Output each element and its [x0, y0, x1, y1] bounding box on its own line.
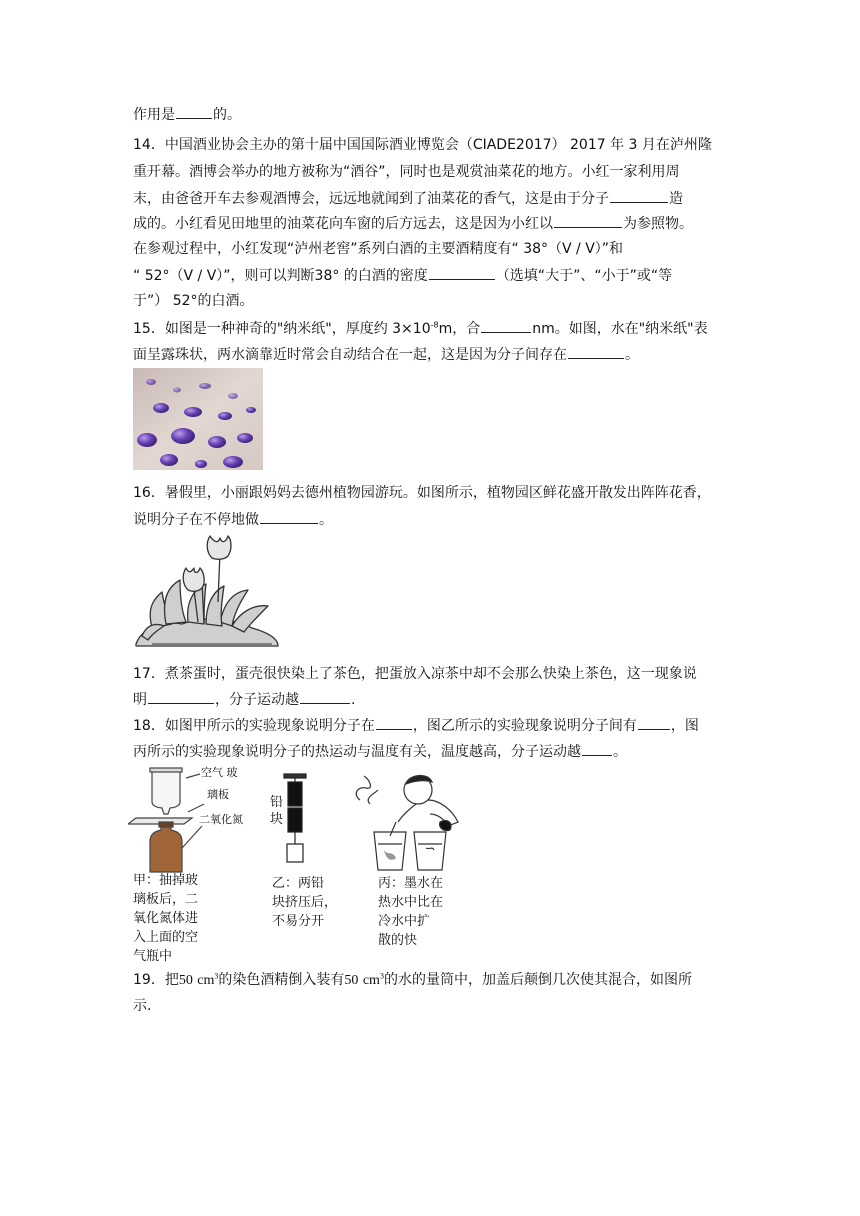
q18-text: ，图	[670, 718, 699, 734]
q14-text: 成的。小红看见田地里的油菜花向车窗的后方远去，这是因为小红以	[133, 216, 553, 232]
caption-yi	[272, 874, 352, 931]
answer-blank[interactable]	[260, 509, 318, 524]
answer-blank[interactable]	[610, 188, 668, 203]
caption-line: 气瓶中	[133, 949, 173, 964]
caption-line: 热水中比在	[378, 895, 444, 910]
flower-illustration	[132, 532, 282, 652]
exponent: -8	[430, 320, 439, 330]
q14-text: 为参照物。	[623, 216, 693, 232]
q17-text: 明	[133, 692, 147, 708]
q14-text: 造	[669, 191, 683, 207]
exponent: 3	[214, 971, 219, 981]
q16-line-2	[133, 509, 733, 530]
q19-text: 19．把	[133, 972, 179, 988]
q19-unit: cm	[362, 973, 380, 988]
q15-text: 15．如图是一种神奇的"纳米纸"，厚度约 3×10	[133, 321, 431, 337]
caption-bing	[378, 874, 468, 950]
caption-line: 不易分开	[272, 914, 325, 929]
caption-line: 璃板后，二	[133, 892, 199, 907]
q14-line-1: 14．中国酒业协会主办的第十届中国国际酒业博览会（CIADE2017） 2017 年 3 月在泸州隆	[133, 137, 712, 153]
q17-text: .	[351, 692, 356, 708]
label-air-glass: 空气 玻	[201, 766, 238, 779]
q18-text: 丙所示的实验现象说明分子的热运动与温度有关，温度越高，分子运动越	[133, 744, 581, 760]
answer-blank[interactable]	[481, 318, 531, 333]
q15-text: 面呈露珠状，两水滴靠近时常会自动结合在一起，这是因为分子间存在	[133, 347, 567, 363]
label-line: 铅	[270, 795, 284, 810]
label-line: 块	[270, 812, 284, 827]
q13-tail-end: 的。	[213, 107, 241, 123]
answer-blank[interactable]	[300, 689, 350, 704]
q15-text: m，合	[438, 321, 481, 337]
answer-blank[interactable]	[429, 265, 495, 280]
q13-tail-text: 作用是	[133, 107, 175, 123]
answer-blank[interactable]	[568, 344, 624, 359]
caption-jia	[133, 871, 223, 966]
q19-line-1	[133, 970, 733, 991]
answer-blank[interactable]	[638, 715, 670, 730]
q17-line-1: 17．煮茶蛋时，蛋壳很快染上了茶色，把蛋放入凉茶中却不会那么快染上茶色，这一现象说	[133, 666, 697, 682]
answer-blank[interactable]	[554, 213, 622, 228]
answer-blank[interactable]	[176, 104, 212, 119]
q18-line-2	[133, 741, 733, 762]
q13-tail-line	[133, 104, 733, 125]
q19-unit: cm	[197, 973, 215, 988]
q19-text: 的染色酒精倒入装有	[218, 972, 345, 988]
q19-volume-1: 50	[178, 973, 193, 988]
q14-line-6	[133, 265, 733, 286]
nano-paper-photo	[133, 368, 263, 470]
exponent: 3	[379, 971, 384, 981]
caption-line: 甲：抽掉玻	[133, 873, 199, 888]
tulip-bush-image	[132, 532, 282, 652]
ink-diffusion-icon	[344, 770, 474, 872]
answer-blank[interactable]	[582, 741, 612, 756]
q18-text: 18．如图甲所示的实验现象说明分子在	[133, 718, 375, 734]
label-glass-plate: 璃板	[207, 788, 229, 801]
q14-line-5: 在参观过程中，小红发现“泸州老窖”系列白酒的主要酒精度有“ 38°（V / V）”和	[133, 241, 624, 257]
q18-text: ，图乙所示的实验现象说明分子间有	[412, 718, 637, 734]
q14-text: （选填“大于”、“小于”或“等	[495, 268, 673, 284]
caption-line: 块挤压后，	[272, 895, 338, 910]
q14-line-3	[133, 188, 733, 209]
answer-blank[interactable]	[148, 689, 214, 704]
answer-blank[interactable]	[376, 715, 412, 730]
q14-text: “ 52°（V / V）”，则可以判断38° 的白酒的密度	[133, 268, 428, 284]
q16-line-1: 16．暑假里，小丽跟妈妈去德州植物园游玩。如图所示，植物园区鲜花盛开散发出阵阵花香，	[133, 485, 711, 501]
caption-line: 氧化氮体进	[133, 911, 199, 926]
q19-text: 的水的量筒中，加盖后颠倒几次使其混合，如图所	[383, 972, 692, 988]
caption-line: 入上面的空	[133, 930, 199, 945]
caption-line: 丙：墨水在	[378, 876, 444, 891]
q15-text: nm。如图，水在"纳米纸"表	[532, 321, 708, 337]
q15-text: 。	[625, 347, 639, 363]
label-no2: 二氧化氮	[199, 813, 243, 826]
q15-line-1	[133, 318, 733, 339]
caption-line: 冷水中扩	[378, 914, 431, 929]
q18-text: 。	[613, 744, 627, 760]
q14-line-7: 于”） 52°的白酒。	[133, 293, 254, 309]
q14-text: 末，由爸爸开车去参观酒博会，远远地就闻到了油菜花的香气，这是由于分子	[133, 191, 609, 207]
q19-line-2: 示.	[133, 998, 152, 1014]
q15-line-2	[133, 344, 733, 365]
q16-text: 说明分子在不停地做	[133, 512, 259, 528]
q18-line-1	[133, 715, 733, 736]
caption-line: 散的快	[378, 933, 418, 948]
q14-line-4	[133, 213, 733, 234]
figure-bing-ink-water	[344, 770, 474, 872]
q17-line-2	[133, 689, 733, 710]
q14-line-2: 重开幕。酒博会举办的地方被称为“酒谷”，同时也是观赏油菜花的地方。小红一家利用周	[133, 164, 680, 180]
label-lead-block	[270, 794, 283, 828]
q19-volume-2: 50	[344, 973, 359, 988]
caption-line: 乙：两铅	[272, 876, 325, 891]
water-droplets-image	[133, 368, 263, 470]
q17-text: ，分子运动越	[215, 692, 299, 708]
q16-text: 。	[319, 512, 333, 528]
